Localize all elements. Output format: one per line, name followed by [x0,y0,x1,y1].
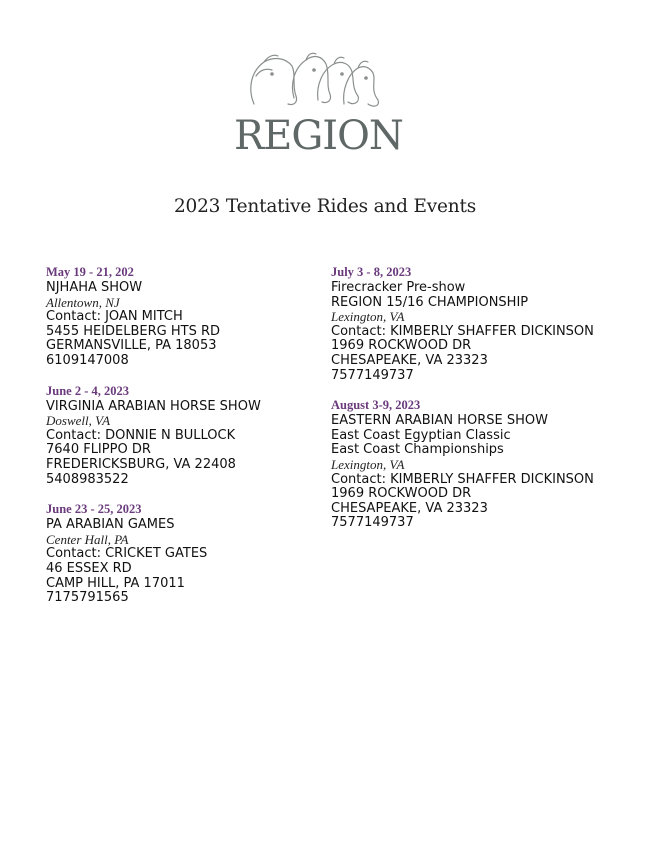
event-contact-detail: 6109147008 [46,352,129,368]
event-date: July 3 - 8, 2023 [331,265,412,279]
event-contact-detail: 46 ESSEX RD [46,560,132,576]
event-name: East Coast Egyptian Classic [331,427,511,443]
event-date: June 2 - 4, 2023 [46,383,129,398]
event-contact: Contact: JOAN MITCH [46,309,183,325]
event-contact-detail: 7640 FLIPPO DR [46,442,151,458]
event-date: August 3-9, 2023 [331,398,421,413]
event-contact-detail: 7577149737 [331,367,414,383]
event-name: NJHAHA SHOW [46,280,143,295]
event-name: PA ARABIAN GAMES [46,517,175,533]
event-entry [331,264,631,383]
event-name: VIRGINIA ARABIAN HORSE SHOW [46,398,261,414]
event-name: Firecracker Pre-show [331,280,466,295]
region-logo [234,46,403,174]
horse-heads-icon [234,46,382,116]
event-date: June 23 - 25, 2023 [46,502,142,517]
event-contact-detail: CHESAPEAKE, VA 23323 [331,500,488,516]
event-contact-detail: 1969 ROCKWOOD DR [331,486,472,502]
event-contact-detail: 1969 ROCKWOOD DR [331,338,472,354]
event-location: Allentown, NJ [46,294,120,310]
event-contact: Contact: DONNIE N BULLOCK [46,427,236,443]
event-contact-detail: 7577149737 [331,515,414,531]
event-name: EASTERN ARABIAN HORSE SHOW [331,413,548,429]
event-entry [331,397,631,531]
event-entry [46,264,346,369]
events-column-right [331,264,631,545]
event-contact-detail: GERMANSVILLE, PA 18053 [46,338,217,354]
logo-text: REGION [234,113,403,159]
event-contact-detail: 5455 HEIDELBERG HTS RD [46,323,221,339]
event-contact-detail: CHESAPEAKE, VA 23323 [331,352,488,368]
event-contact: Contact: CRICKET GATES [46,546,208,562]
event-entry [46,383,346,488]
event-location: Lexington, VA [331,309,405,325]
events-column-left [46,264,346,620]
event-name: East Coast Championships [331,442,504,458]
event-entry [46,501,346,606]
event-contact-detail: 7175791565 [46,590,129,606]
event-contact-detail: 5408983522 [46,471,129,487]
event-contact-detail: CAMP HILL, PA 17011 [46,575,185,591]
event-contact: Contact: KIMBERLY SHAFFER DICKINSON [331,323,594,339]
event-location: Center Hall, PA [46,531,129,547]
event-name: REGION 15/16 CHAMPIONSHIP [331,294,529,310]
page-title: 2023 Tentative Rides and Events [173,196,477,217]
event-contact: Contact: KIMBERLY SHAFFER DICKINSON [331,471,594,487]
event-location: Lexington, VA [331,456,405,472]
event-date: May 19 - 21, 202 [46,265,134,279]
event-contact-detail: FREDERICKSBURG, VA 22408 [46,456,236,472]
event-location: Doswell, VA [46,413,111,429]
